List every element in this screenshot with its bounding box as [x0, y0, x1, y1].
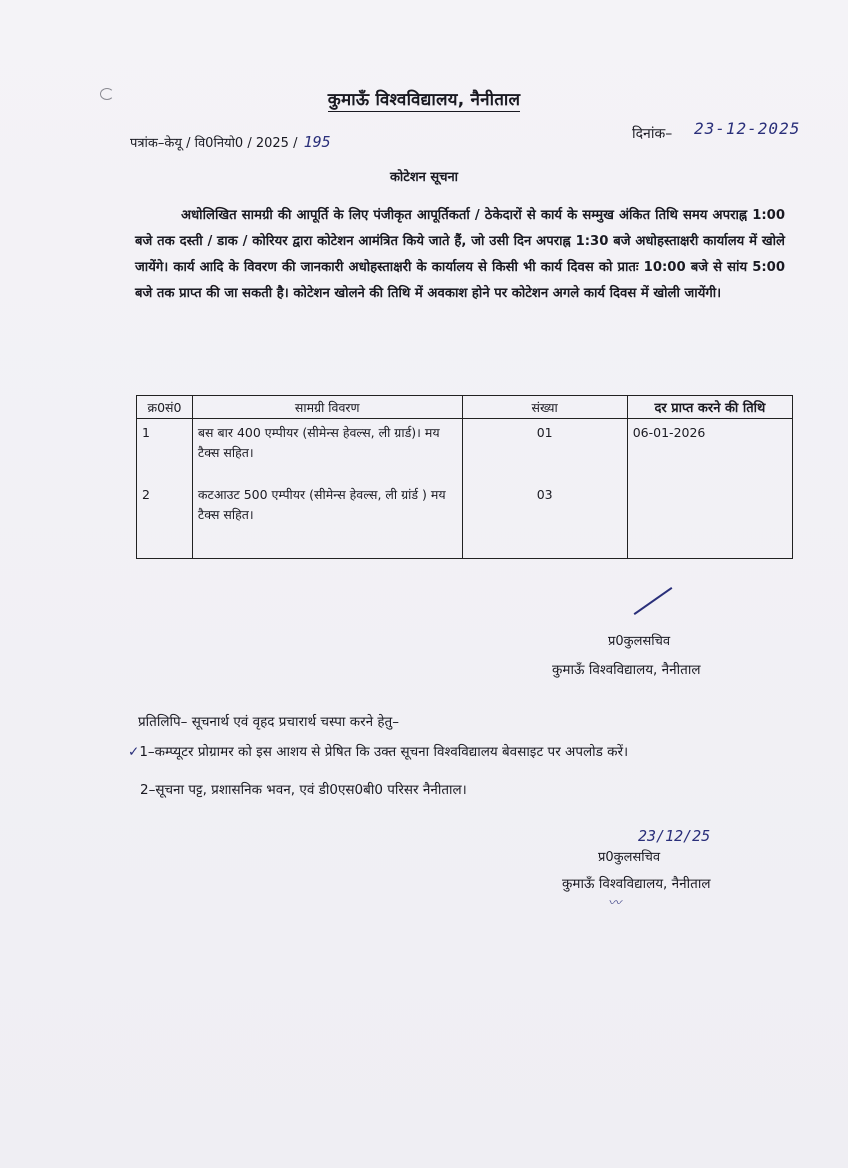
- row1-date: 06-01-2026: [632, 425, 706, 440]
- ref-number-handwritten: 195: [303, 133, 331, 151]
- notice-body-paragraph: अधोलिखित सामग्री की आपूर्ति के लिए पंजीकृत आपूर्तिकर्ता / ठेकेदारों से कार्य के सम्मुख अंकित तिथि समय अपराह्न 1:00 बजे तक दस्ती / डाक / कोरियर द्वारा कोटेशन आमंत्रित किये जाते हैं, जो उसी दिन अपराह्न 1:30 बजे अधोहस्ताक्षरी कार्यालय में खोले जायेंगे। कार्य आदि के विवरण की जानकारी अधोहस्ताक्षरी के कार्यालय से किसी भी कार्य दिवस को प्रातः 10:00 बजे से सांय 5:00 बजे तक प्राप्त की जा सकती है। कोटेशन खोलने की तिथि में अवकाश होने पर कोटेशन अगले कार्य दिवस में खोली जायेंगी।: [135, 208, 785, 301]
- signatory-designation: प्र0कुलसचिव: [608, 634, 671, 649]
- reference-number: [130, 133, 331, 151]
- copy-item-1: [128, 742, 628, 760]
- table-cell-quantity: [462, 419, 627, 559]
- row2-quantity: 03: [536, 487, 553, 502]
- table-row: [137, 419, 793, 559]
- ref-label: पत्रांक–केयू / वि0नियो0 / 2025 /: [130, 136, 298, 151]
- row2-description: कटआउट 500 एम्पीयर (सीमेन्स हेवल्स, ली ग्रांर्ड ) मय टैक्स सहित।: [197, 487, 446, 522]
- signature-stroke: [634, 587, 673, 615]
- university-title: कुमाऊँ विश्वविद्यालय, नैनीताल: [327, 90, 521, 110]
- copy-item-2: 2–सूचना पट्ट, प्रशासनिक भवन, एवं डी0एस0बी0 परिसर नैनीताल।: [140, 782, 467, 798]
- table-cell-date: [627, 419, 792, 559]
- header-date: दर प्राप्त करने की तिथि: [627, 396, 792, 419]
- header-description: सामग्री विवरण: [192, 396, 462, 419]
- table-cell-sno: [137, 419, 193, 559]
- date-label: दिनांक–: [632, 126, 673, 142]
- header-quantity: संख्या: [462, 396, 627, 419]
- signatory-organisation-2: कुमाऊँ विश्वविद्यालय, नैनीताल: [562, 876, 711, 892]
- row2-sno: 2: [142, 487, 150, 502]
- header-sno: क्र0सं0: [137, 396, 193, 419]
- copy-item-1-text: 1–कम्प्यूटर प्रोग्रामर को इस आशय से प्रेषित कि उक्त सूचना विश्वविद्यालय बेवसाइट पर अपलोड करें।: [139, 744, 629, 760]
- row1-sno: 1: [142, 425, 150, 440]
- handwritten-signature-mark: 〰: [608, 896, 622, 911]
- signatory-organisation: कुमाऊँ विश्वविद्यालय, नैनीताल: [552, 662, 701, 678]
- copy-heading: प्रतिलिपि– सूचनार्थ एवं वृहद प्रचारार्थ चस्पा करने हेतु–: [138, 714, 399, 730]
- signatory-designation-2: प्र0कुलसचिव: [598, 850, 661, 865]
- quotation-items-table: [136, 395, 793, 559]
- table-cell-description: [192, 419, 462, 559]
- row1-description: बस बार 400 एम्पीयर (सीमेन्स हेवल्स, ली ग्रार्ड)। मय टैक्स सहित।: [197, 425, 440, 460]
- table-header-row: [137, 396, 793, 419]
- notice-subject: कोटेशन सूचना: [389, 170, 459, 185]
- date-value-handwritten: 23-12-2025: [694, 119, 801, 138]
- row1-quantity: 01: [536, 425, 553, 440]
- tick-mark-icon: ✓: [128, 744, 140, 760]
- handwritten-initial-note: 23/12/25: [638, 827, 711, 845]
